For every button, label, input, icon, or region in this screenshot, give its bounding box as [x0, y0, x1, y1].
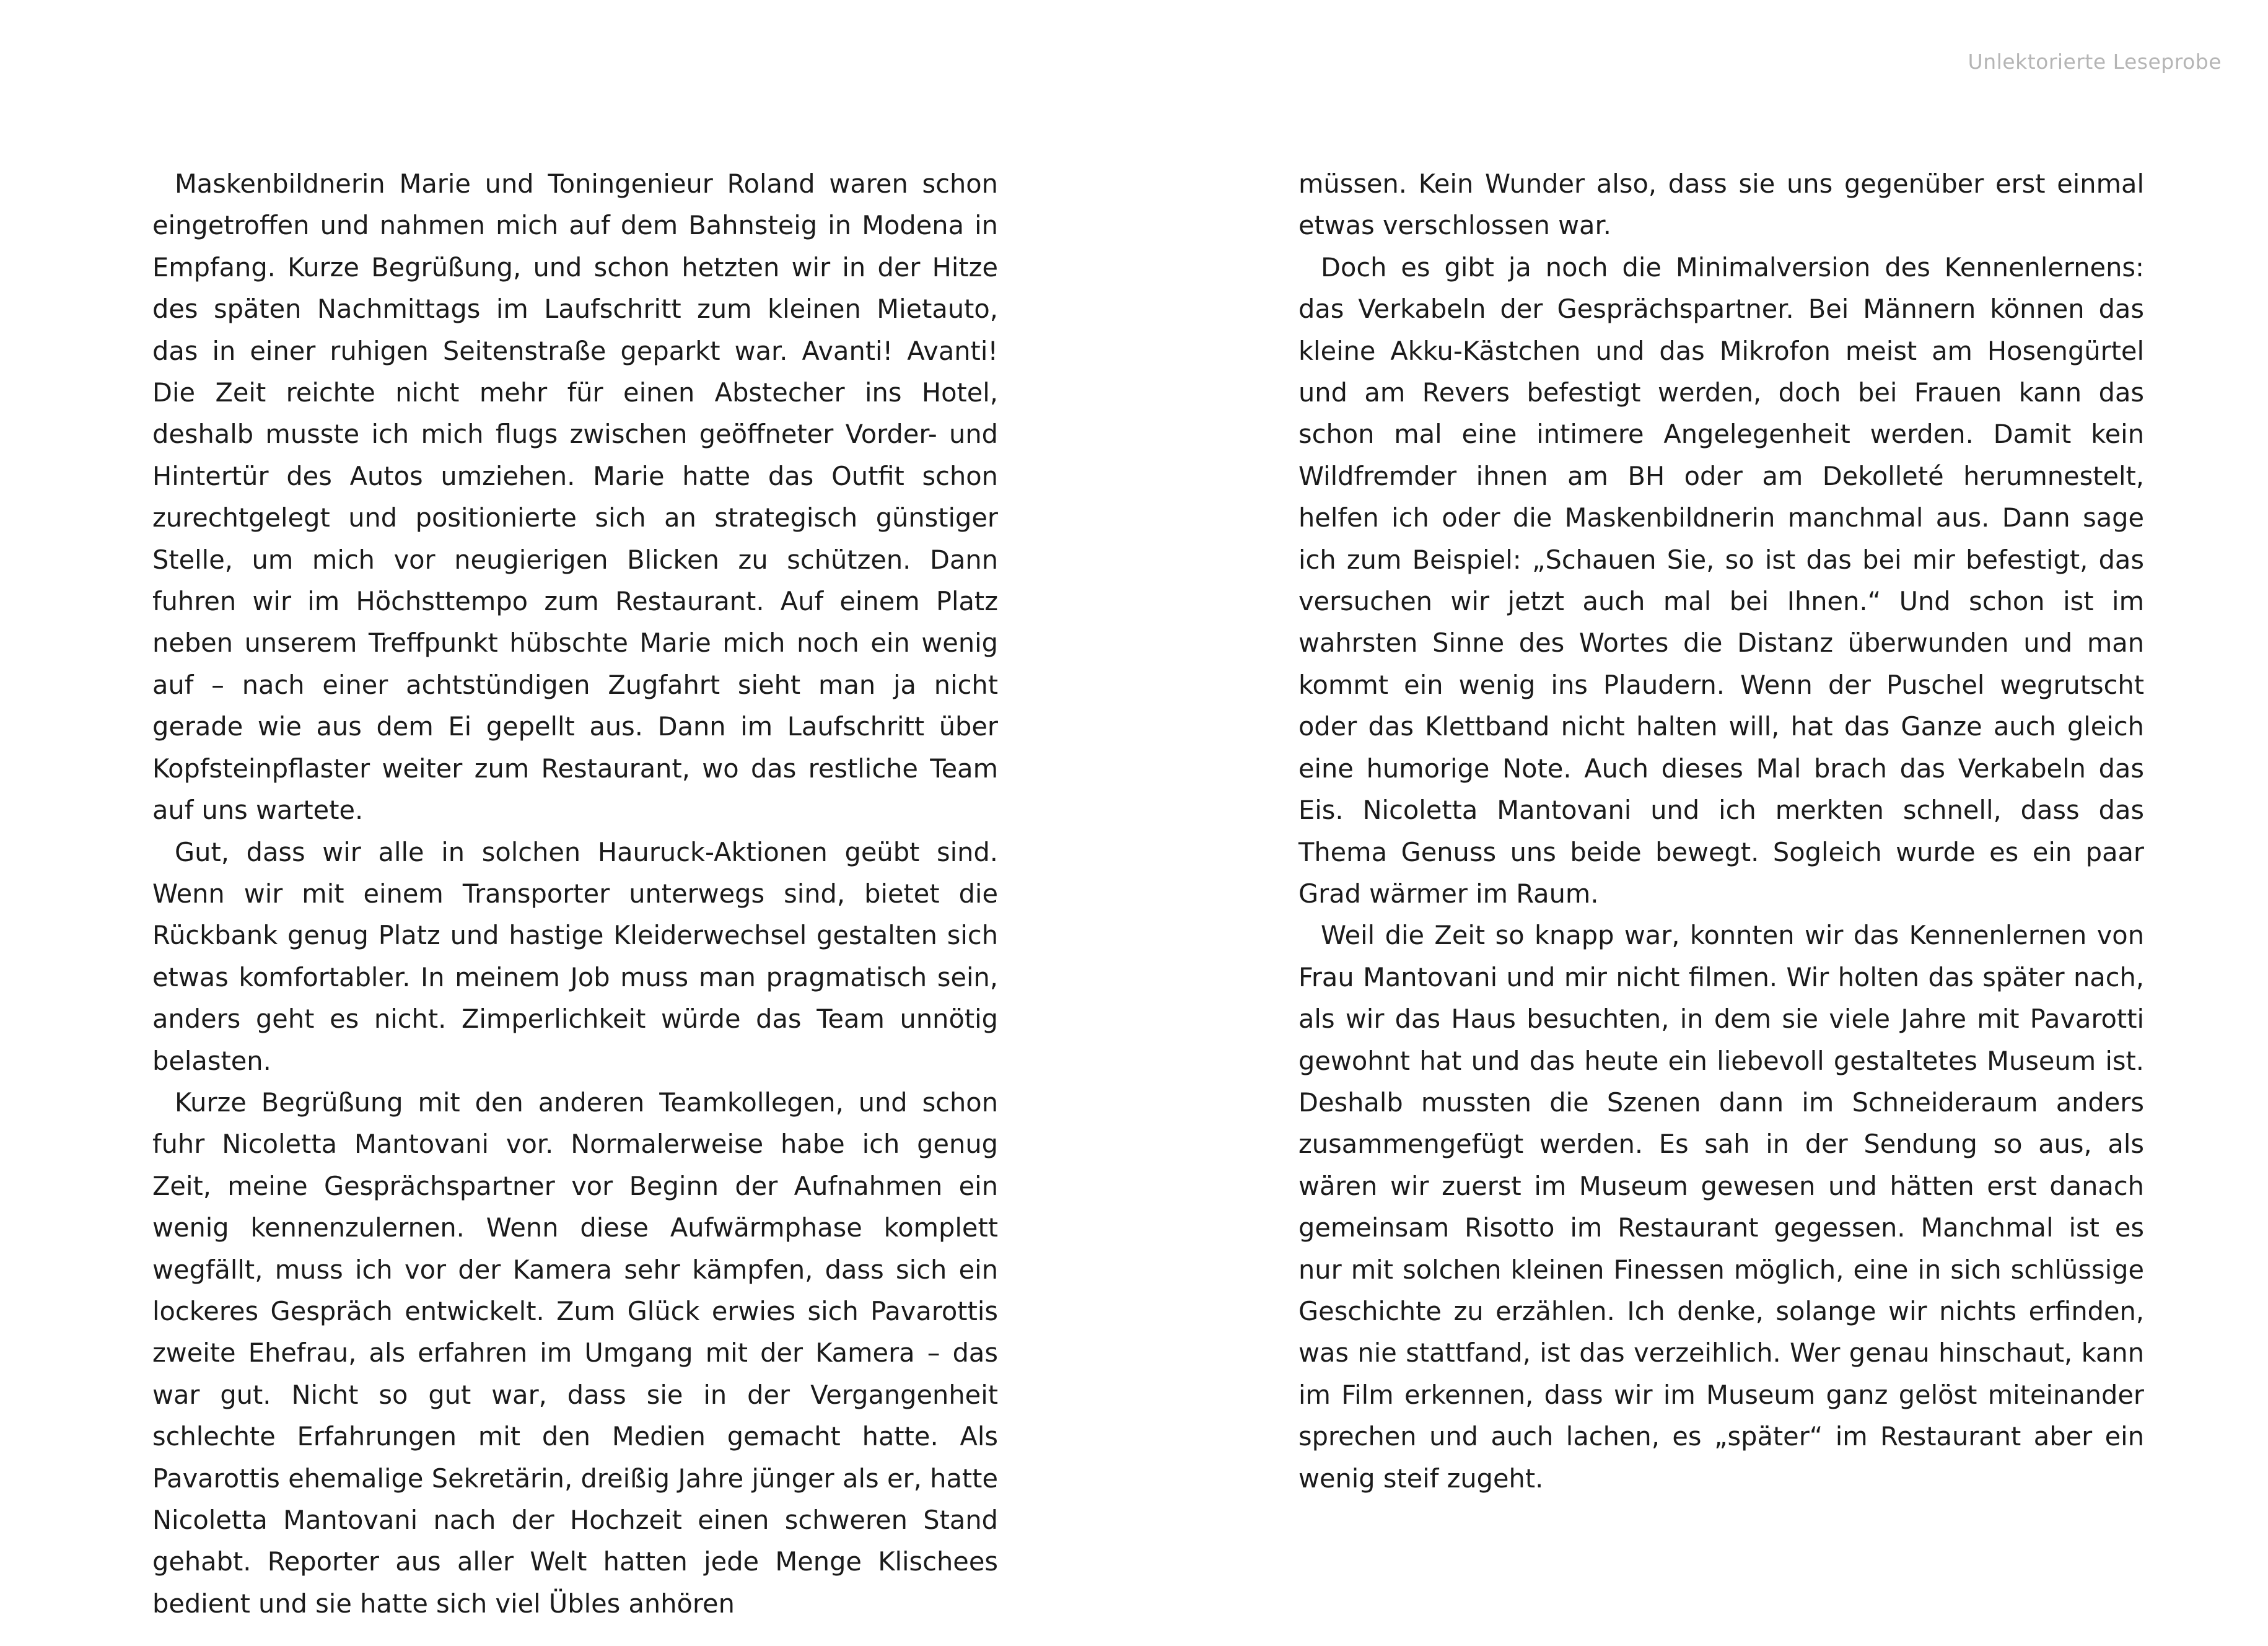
left-paragraph-3: Kurze Begrüßung mit den anderen Teamkollegen, und schon fuhr Nicoletta Mantovani vor. Normalerweise habe ich genug Zeit, meine Gesprächspartner vor Beginn der Aufnahmen ein wenig kennenzulernen. Wenn diese Aufwärmphase komplett wegfällt, muss ich vor der Kamera sehr kämpfen, dass sich ein lockeres Gespräch entwickelt. Zum Glück erwies sich Pavarottis zweite Ehefrau, als erfahren im Umgang mit der Kamera – das war gut. Nicht so gut war, dass sie in der Vergangenheit schlechte Erfahrungen mit den Medien gemacht hatte. Als Pavarottis ehemalige Sekretärin, dreißig Jahre jünger als er, hatte Nicoletta Mantovani nach der Hochzeit einen schweren Stand gehabt. Reporter aus aller Welt hatten jede Menge Klischees bedient und sie hatte sich viel Übles anhören — [152, 1087, 998, 1619]
right-paragraph-3: Weil die Zeit so knapp war, konnten wir das Kennenlernen von Frau Mantovani und mir nicht filmen. Wir holten das später nach, als wir das Haus besuchten, in dem sie viele Jahre mit Pavarotti gewohnt hat und das heute ein liebevoll gestaltetes Museum ist. Deshalb mussten die Szenen dann im Schneideraum anders zusammengefügt werden. Es sah in der Sendung so aus, als wären wir zuerst im Museum gewesen und hätten erst danach gemeinsam Risotto im Restaurant gegessen. Manchmal ist es nur mit solchen kleinen Finessen möglich, eine in sich schlüssige Geschichte zu erzählen. Ich denke, solange wir nichts erfinden, was nie stattfand, ist das verzeihlich. Wer genau hinschaut, kann im Film erkennen, dass wir im Museum ganz gelöst miteinander sprechen und auch lachen, es „später“ im Restaurant aber ein wenig steif zugeht. — [1298, 920, 2144, 1494]
right-paragraph-2: Doch es gibt ja noch die Minimalversion des Kennenlernens: das Verkabeln der Gesprächspartner. Bei Männern können das kleine Akku-Kästchen und das Mikrofon meist am Hosengürtel und am Revers befestigt werden, doch bei Frauen kann das schon mal eine intimere Angelegenheit werden. Damit kein Wildfremder ihnen am BH oder am Dekolleté herumnestelt, helfen ich oder die Maskenbildnerin manchmal aus. Dann sage ich zum Beispiel: „Schauen Sie, so ist das bei mir befestigt, das versuchen wir jetzt auch mal bei Ihnen.“ Und schon ist im wahrsten Sinne des Wortes die Distanz überwunden und man kommt ein wenig ins Plaudern. Wenn der Puschel wegrutscht oder das Klettband nicht halten will, hat das Ganze auch gleich eine humorige Note. Auch dieses Mal brach das Verkabeln das Eis. Nicoletta Mantovani und ich merkten schnell, dass das Thema Genuss uns beide bewegt. Sogleich wurde es ein paar Grad wärmer im Raum. — [1298, 252, 2144, 909]
left-paragraph-1: Maskenbildnerin Marie und Toningenieur Roland waren schon eingetroffen und nahmen mich auf dem Bahnsteig in Modena in Empfang. Kurze Begrüßung, und schon hetzten wir in der Hitze des späten Nachmittags im Laufschritt zum kleinen Mietauto, das in einer ruhigen Seitenstraße geparkt war. Avanti! Avanti! Die Zeit reichte nicht mehr für einen Abstecher ins Hotel, deshalb musste ich mich flugs zwischen geöffneter Vorder- und Hintertür des Autos umziehen. Marie hatte das Outfit schon zurechtgelegt und positionierte sich an strategisch günstiger Stelle, um mich vor neugierigen Blicken zu schützen. Dann fuhren wir im Höchsttempo zum Restaurant. Auf einem Platz neben unserem Treffpunkt hübschte Marie mich noch ein wenig auf – nach einer achtstündigen Zugfahrt sieht man ja nicht gerade wie aus dem Ei gepellt aus. Dann im Laufschritt über Kopfsteinpflaster weiter zum Restaurant, wo das restliche Team auf uns wartete. — [152, 169, 998, 826]
left-page — [152, 163, 998, 1624]
right-page — [1298, 163, 2144, 1499]
right-paragraph-1: müssen. Kein Wunder also, dass sie uns gegenüber erst einmal etwas verschlossen war. — [1298, 169, 2144, 241]
header-note: Unlektorierte Leseprobe — [1968, 50, 2222, 74]
left-paragraph-2: Gut, dass wir alle in solchen Hauruck-Aktionen geübt sind. Wenn wir mit einem Transporter unterwegs sind, bietet die Rückbank genug Platz und hastige Kleiderwechsel gestalten sich etwas komfortabler. In meinem Job muss man pragmatisch sein, anders geht es nicht. Zimperlichkeit würde das Team unnötig belasten. — [152, 836, 998, 1076]
